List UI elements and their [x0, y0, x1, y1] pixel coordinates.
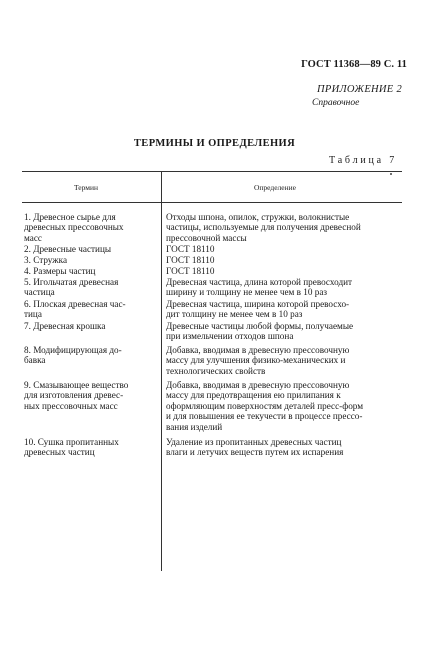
appendix-note: Справочное	[312, 98, 360, 108]
definition-line: Отходы шпона, опилок, стружки, волокнистые	[166, 212, 350, 222]
definition-line: ГОСТ 18110	[166, 244, 215, 254]
definition-line: оформляющим поверхностям деталей пресс-форм	[166, 400, 364, 411]
definition-line: Добавка, вводимая в древесную прессовочную	[166, 345, 350, 355]
definition-line: при измельчении отходов шпона	[166, 331, 294, 342]
definition-line: влаги и летучих веществ путем их испарения	[166, 447, 344, 458]
definition-line: Древесные частицы любой формы, получаемые	[166, 321, 354, 331]
term-line: 7. Древесная крошка	[24, 321, 106, 331]
appendix-title: ПРИЛОЖЕНИЕ 2	[317, 84, 402, 95]
definition-line: Древесная частица, ширина которой превосхо-	[166, 299, 350, 309]
term-line: бавка	[24, 355, 46, 366]
term-cell	[24, 437, 156, 458]
definition-cell	[166, 380, 402, 432]
definition-line: технологических свойств	[166, 365, 266, 376]
term-cell	[24, 266, 156, 276]
section-title: ТЕРМИНЫ И ОПРЕДЕЛЕНИЯ	[133, 138, 296, 149]
definition-line: массу для предотвращения ею прилипания к	[166, 390, 341, 401]
definition-line: ширину и толщину не менее чем в 10 раз	[166, 287, 328, 298]
term-line: тица	[24, 309, 42, 320]
definition-line: и для повышения ее текучести в процессе прессо-	[166, 411, 363, 422]
table-column-divider	[161, 171, 162, 571]
term-cell	[24, 321, 156, 331]
definition-line: Удаление из пропитанных древесных частиц	[166, 437, 342, 447]
stray-mark	[390, 173, 392, 175]
term-line: 4. Размеры частиц	[24, 266, 96, 276]
definition-cell	[166, 255, 402, 265]
table-top-rule	[22, 171, 402, 172]
term-line: частица	[24, 287, 55, 298]
column-header-term: Термин	[74, 183, 99, 192]
term-line: 10. Сушка пропитанных	[24, 437, 119, 447]
definition-line: дит толщину не менее чем в 10 раз	[166, 309, 303, 320]
term-line: для изготовления древес-	[24, 390, 124, 401]
definition-line: Добавка, вводимая в древесную прессовочную	[166, 380, 350, 390]
term-cell	[24, 299, 156, 320]
definition-cell	[166, 212, 402, 243]
term-line: масс	[24, 232, 42, 243]
term-line: 1. Древесное сырье для	[24, 212, 116, 222]
column-header-definition: Определение	[254, 183, 296, 192]
term-cell	[24, 277, 156, 298]
definition-line: Древесная частица, длина которой превосходит	[166, 277, 353, 287]
table-header-rule	[22, 202, 402, 203]
term-line: 6. Плоская древесная час-	[24, 299, 126, 309]
definition-line: ГОСТ 18110	[166, 266, 215, 276]
definition-cell	[166, 345, 402, 376]
table-label: Таблица 7	[329, 155, 397, 166]
definition-line: массу для улучшения физико-механических и	[166, 355, 346, 366]
definition-cell	[166, 437, 402, 458]
definition-cell	[166, 277, 402, 298]
term-line: 5. Игольчатая древесная	[24, 277, 119, 287]
definition-cell	[166, 299, 402, 320]
definition-line: частицы, используемые для получения древесной	[166, 222, 361, 233]
term-line: 8. Модифицирующая до-	[24, 345, 122, 355]
term-cell	[24, 244, 156, 254]
definition-cell	[166, 266, 402, 276]
term-line: древесных частиц	[24, 447, 95, 458]
definition-line: прессовочной массы	[166, 232, 247, 243]
term-cell	[24, 255, 156, 265]
standard-code-header: ГОСТ 11368—89 С. 11	[301, 59, 407, 70]
term-line: 9. Смазывающее вещество	[24, 380, 129, 390]
definition-cell	[166, 321, 402, 342]
definition-cell	[166, 244, 402, 254]
term-line: 2. Древесные частицы	[24, 244, 112, 254]
term-cell	[24, 345, 156, 366]
term-line: ных прессовочных масс	[24, 400, 118, 411]
term-cell	[24, 380, 156, 411]
term-line: древесных прессовочных	[24, 222, 124, 233]
definition-line: вания изделий	[166, 421, 223, 432]
term-cell	[24, 212, 156, 243]
term-line: 3. Стружка	[24, 255, 68, 265]
definition-line: ГОСТ 18110	[166, 255, 215, 265]
